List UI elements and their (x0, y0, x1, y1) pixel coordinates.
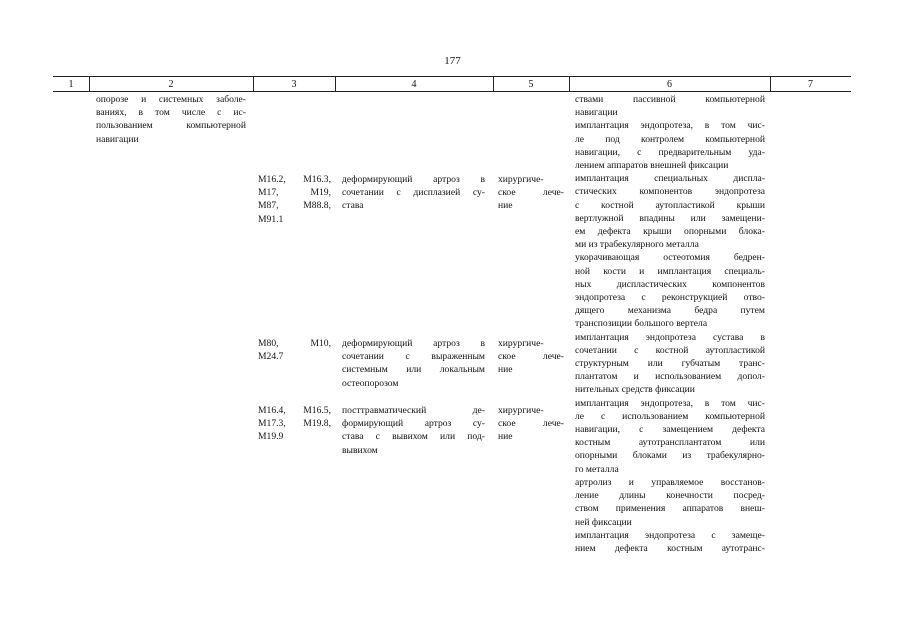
treatment-method-line: структурным или губчатым транс- (575, 358, 765, 370)
treatment-method-line: ем дефекта крыши опорными блока- (575, 226, 765, 238)
treatment-method-line: имплантация эндопротеза, в том чис- (575, 120, 765, 132)
treatment-method-line: укорачивающая остеотомия бедрен- (575, 252, 765, 264)
icd-codes-cell: М16.4, М16.5, М17.3, М19.8, М19.9 (258, 405, 331, 443)
treatment-type-cell: хирургиче- ское лече- ние (498, 338, 564, 376)
treatment-method-line: ных диспластических компонентов (575, 278, 765, 290)
treatment-method-line: транспозиции большого вертела (575, 318, 708, 330)
treatment-method-line: плантатом и использованием допол- (575, 371, 765, 383)
treatment-method-line: ление длины конечности посред- (575, 490, 765, 502)
treatment-method-line: лением аппаратов внешней фиксации (575, 160, 729, 172)
treatment-method-line: ством применения аппаратов внеш- (575, 503, 765, 515)
treatment-method-line: артролиз и управляемое восстанов- (575, 476, 765, 488)
treatment-method-line: ней фиксации (575, 516, 632, 528)
disease-model-cell: опорозе и системных заболе- ваниях, в том числе с ис- пользованием компьютерной навигации (96, 94, 246, 145)
treatment-methods-cell (575, 93, 765, 555)
icd-codes-cell: М80, М10, М24.7 (258, 338, 331, 363)
treatment-method-line: ной кости и имплантация специаль- (575, 265, 765, 277)
treatment-type-cell: хирургиче- ское лече- ние (498, 405, 564, 443)
treatment-method-line: ми из трабекулярного металла (575, 239, 699, 251)
column-header-5: 5 (528, 79, 534, 90)
treatment-method-line: нительных средств фиксации (575, 384, 695, 396)
treatment-method-line: вертлужной впадины или замещени- (575, 212, 765, 224)
treatment-method-line: эндопротеза с реконструкцией отво- (575, 292, 765, 304)
icd-codes-cell: М16.2, М16.3, М17, М19, М87, М88.8, М91.1 (258, 174, 331, 225)
treatment-method-line: с костной аутопластикой крыши (575, 199, 765, 211)
treatment-method-line: имплантация эндопротеза с замеще- (575, 529, 765, 541)
column-header-3: 3 (291, 79, 297, 90)
treatment-method-line: ствами пассивной компьютерной (575, 94, 765, 105)
treatment-type-cell: хирургиче- ское лече- ние (498, 174, 564, 212)
treatment-method-line: имплантация эндопротеза, в том чис- (575, 397, 765, 409)
treatment-method-line: навигации, с замещением дефекта (575, 424, 765, 436)
column-header-6: 6 (667, 79, 672, 90)
treatment-method-line: го металла (575, 463, 619, 475)
treatment-method-line: имплантация специальных диспла- (575, 173, 765, 185)
treatment-method-line: ле с использованием компьютерной (575, 410, 765, 422)
treatment-method-line: опорными блоками из трабекулярно- (575, 450, 765, 462)
diagnosis-cell: посттравматический де- формирующий артроз су- става с вывихом или под- вывихом (342, 405, 485, 456)
treatment-method-line: сочетании с костной аутопластикой (575, 344, 765, 356)
page-number: 177 (444, 55, 461, 67)
treatment-method-line: навигации, с предварительным уда- (575, 146, 765, 158)
column-header-2: 2 (168, 79, 174, 90)
table-header-bottom-border (53, 91, 851, 92)
treatment-method-line: костным аутотрансплантатом или (575, 437, 765, 449)
treatment-method-line: стических компонентов эндопротеза (575, 186, 765, 198)
treatment-method-line: имплантация эндопротеза сустава в (575, 331, 765, 343)
treatment-method-line: дящего механизма бедра путем (575, 305, 765, 317)
treatment-method-line: ле под контролем компьютерной (575, 133, 765, 145)
treatment-method-line: нием дефекта костным аутотранс- (575, 542, 765, 554)
diagnosis-cell: деформирующий артроз в сочетании с дисплазией су- става (342, 174, 485, 212)
table-top-border (53, 76, 851, 77)
column-header-7: 7 (808, 79, 813, 90)
column-header-1: 1 (68, 79, 74, 90)
column-header-4: 4 (411, 79, 417, 90)
treatment-method-line: навигации (575, 107, 618, 119)
diagnosis-cell: деформирующий артроз в сочетании с выраженным системным или локальным остеопорозом (342, 338, 485, 389)
